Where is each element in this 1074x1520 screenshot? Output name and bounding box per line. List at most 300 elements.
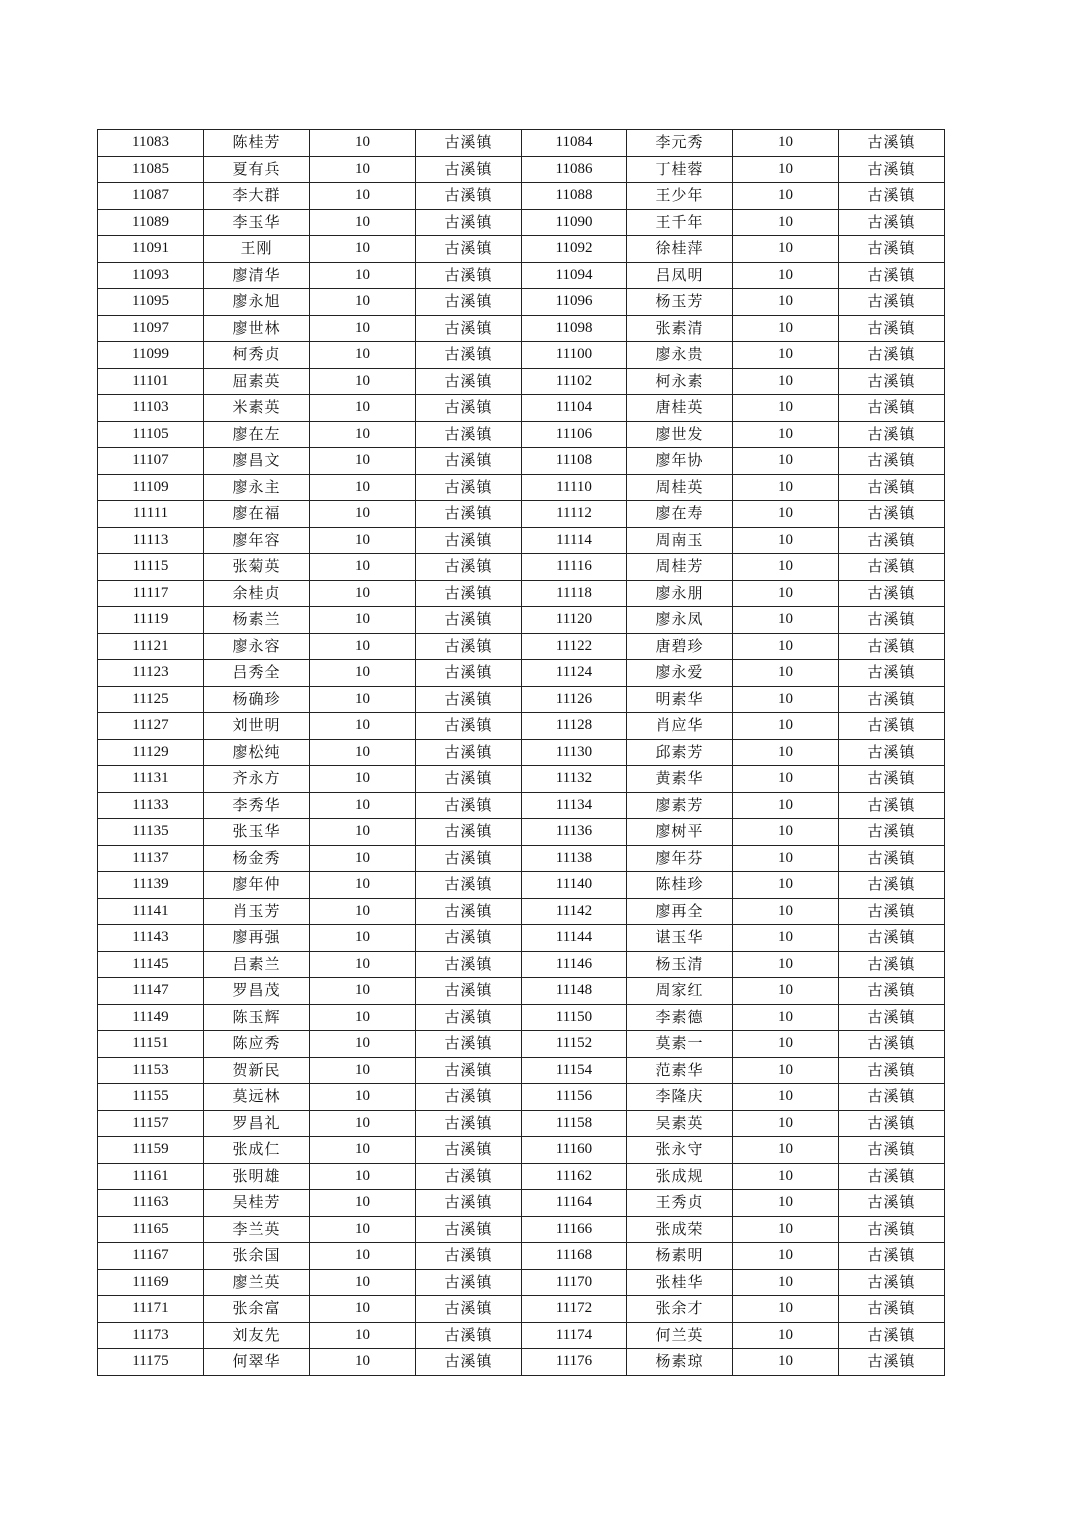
name-cell: 丁桂蓉 (627, 156, 733, 183)
amount-cell: 10 (733, 1349, 839, 1376)
town-cell: 古溪镇 (839, 501, 945, 528)
amount-cell: 10 (733, 607, 839, 634)
name-cell: 何翠华 (204, 1349, 310, 1376)
name-cell: 谌玉华 (627, 925, 733, 952)
town-cell: 古溪镇 (416, 183, 522, 210)
entry-number-cell: 11169 (98, 1269, 204, 1296)
name-cell: 邱素芳 (627, 739, 733, 766)
amount-cell: 10 (310, 342, 416, 369)
recipient-table (97, 129, 945, 1376)
table-row (98, 633, 945, 660)
name-cell: 柯永素 (627, 368, 733, 395)
name-cell: 唐碧珍 (627, 633, 733, 660)
entry-number-cell: 11106 (522, 421, 627, 448)
table-row (98, 183, 945, 210)
town-cell: 古溪镇 (416, 130, 522, 157)
table-row (98, 1110, 945, 1137)
name-cell: 廖松纯 (204, 739, 310, 766)
amount-cell: 10 (310, 368, 416, 395)
amount-cell: 10 (310, 1243, 416, 1270)
amount-cell: 10 (733, 1322, 839, 1349)
entry-number-cell: 11156 (522, 1084, 627, 1111)
name-cell: 廖再全 (627, 898, 733, 925)
town-cell: 古溪镇 (416, 633, 522, 660)
amount-cell: 10 (733, 739, 839, 766)
entry-number-cell: 11105 (98, 421, 204, 448)
name-cell: 张成规 (627, 1163, 733, 1190)
name-cell: 李秀华 (204, 792, 310, 819)
name-cell: 廖清华 (204, 262, 310, 289)
town-cell: 古溪镇 (416, 554, 522, 581)
entry-number-cell: 11152 (522, 1031, 627, 1058)
entry-number-cell: 11097 (98, 315, 204, 342)
amount-cell: 10 (733, 1004, 839, 1031)
entry-number-cell: 11124 (522, 660, 627, 687)
entry-number-cell: 11090 (522, 209, 627, 236)
table-row (98, 1216, 945, 1243)
entry-number-cell: 11120 (522, 607, 627, 634)
amount-cell: 10 (733, 713, 839, 740)
town-cell: 古溪镇 (839, 1057, 945, 1084)
entry-number-cell: 11119 (98, 607, 204, 634)
entry-number-cell: 11158 (522, 1110, 627, 1137)
town-cell: 古溪镇 (416, 1084, 522, 1111)
town-cell: 古溪镇 (416, 925, 522, 952)
entry-number-cell: 11141 (98, 898, 204, 925)
amount-cell: 10 (733, 1190, 839, 1217)
amount-cell: 10 (733, 289, 839, 316)
name-cell: 廖年仲 (204, 872, 310, 899)
table-row (98, 1269, 945, 1296)
amount-cell: 10 (310, 739, 416, 766)
town-cell: 古溪镇 (839, 713, 945, 740)
name-cell: 夏有兵 (204, 156, 310, 183)
name-cell: 张余国 (204, 1243, 310, 1270)
town-cell: 古溪镇 (416, 289, 522, 316)
town-cell: 古溪镇 (839, 845, 945, 872)
amount-cell: 10 (310, 1031, 416, 1058)
name-cell: 周桂英 (627, 474, 733, 501)
amount-cell: 10 (310, 660, 416, 687)
table-row (98, 1137, 945, 1164)
table-row (98, 713, 945, 740)
entry-number-cell: 11164 (522, 1190, 627, 1217)
town-cell: 古溪镇 (839, 527, 945, 554)
name-cell: 陈桂芳 (204, 130, 310, 157)
entry-number-cell: 11091 (98, 236, 204, 263)
name-cell: 杨玉清 (627, 951, 733, 978)
entry-number-cell: 11143 (98, 925, 204, 952)
name-cell: 廖世林 (204, 315, 310, 342)
amount-cell: 10 (310, 156, 416, 183)
name-cell: 王少年 (627, 183, 733, 210)
entry-number-cell: 11167 (98, 1243, 204, 1270)
name-cell: 王千年 (627, 209, 733, 236)
name-cell: 廖昌文 (204, 448, 310, 475)
table-row (98, 607, 945, 634)
entry-number-cell: 11130 (522, 739, 627, 766)
name-cell: 张玉华 (204, 819, 310, 846)
entry-number-cell: 11129 (98, 739, 204, 766)
entry-number-cell: 11155 (98, 1084, 204, 1111)
table-row (98, 527, 945, 554)
name-cell: 吴素英 (627, 1110, 733, 1137)
town-cell: 古溪镇 (839, 633, 945, 660)
town-cell: 古溪镇 (416, 872, 522, 899)
amount-cell: 10 (310, 130, 416, 157)
name-cell: 范素华 (627, 1057, 733, 1084)
name-cell: 屈素英 (204, 368, 310, 395)
entry-number-cell: 11111 (98, 501, 204, 528)
entry-number-cell: 11085 (98, 156, 204, 183)
town-cell: 古溪镇 (839, 1004, 945, 1031)
name-cell: 廖世发 (627, 421, 733, 448)
name-cell: 廖永旭 (204, 289, 310, 316)
name-cell: 廖永主 (204, 474, 310, 501)
entry-number-cell: 11123 (98, 660, 204, 687)
amount-cell: 10 (733, 368, 839, 395)
amount-cell: 10 (310, 527, 416, 554)
amount-cell: 10 (733, 1031, 839, 1058)
entry-number-cell: 11174 (522, 1322, 627, 1349)
amount-cell: 10 (733, 474, 839, 501)
town-cell: 古溪镇 (416, 395, 522, 422)
town-cell: 古溪镇 (416, 1057, 522, 1084)
town-cell: 古溪镇 (839, 872, 945, 899)
town-cell: 古溪镇 (839, 978, 945, 1005)
table-row (98, 1004, 945, 1031)
amount-cell: 10 (733, 951, 839, 978)
entry-number-cell: 11092 (522, 236, 627, 263)
table-row (98, 1084, 945, 1111)
amount-cell: 10 (733, 501, 839, 528)
name-cell: 廖永朋 (627, 580, 733, 607)
table-row (98, 686, 945, 713)
amount-cell: 10 (733, 1110, 839, 1137)
town-cell: 古溪镇 (416, 236, 522, 263)
table-row (98, 236, 945, 263)
table-row (98, 1163, 945, 1190)
entry-number-cell: 11098 (522, 315, 627, 342)
table-row (98, 978, 945, 1005)
table-row (98, 1057, 945, 1084)
town-cell: 古溪镇 (839, 421, 945, 448)
amount-cell: 10 (310, 872, 416, 899)
town-cell: 古溪镇 (839, 1110, 945, 1137)
table-row (98, 925, 945, 952)
amount-cell: 10 (733, 1243, 839, 1270)
name-cell: 张素清 (627, 315, 733, 342)
town-cell: 古溪镇 (839, 1163, 945, 1190)
amount-cell: 10 (733, 1163, 839, 1190)
table-row (98, 289, 945, 316)
town-cell: 古溪镇 (839, 1216, 945, 1243)
table-row (98, 872, 945, 899)
entry-number-cell: 11121 (98, 633, 204, 660)
town-cell: 古溪镇 (839, 474, 945, 501)
entry-number-cell: 11144 (522, 925, 627, 952)
entry-number-cell: 11159 (98, 1137, 204, 1164)
amount-cell: 10 (310, 978, 416, 1005)
amount-cell: 10 (733, 1084, 839, 1111)
entry-number-cell: 11113 (98, 527, 204, 554)
amount-cell: 10 (310, 1296, 416, 1323)
entry-number-cell: 11162 (522, 1163, 627, 1190)
amount-cell: 10 (310, 209, 416, 236)
entry-number-cell: 11089 (98, 209, 204, 236)
amount-cell: 10 (310, 1084, 416, 1111)
town-cell: 古溪镇 (839, 925, 945, 952)
name-cell: 杨素明 (627, 1243, 733, 1270)
amount-cell: 10 (733, 448, 839, 475)
entry-number-cell: 11172 (522, 1296, 627, 1323)
table-row (98, 580, 945, 607)
amount-cell: 10 (733, 1057, 839, 1084)
name-cell: 廖年协 (627, 448, 733, 475)
town-cell: 古溪镇 (416, 1216, 522, 1243)
name-cell: 廖兰英 (204, 1269, 310, 1296)
entry-number-cell: 11161 (98, 1163, 204, 1190)
name-cell: 廖在左 (204, 421, 310, 448)
name-cell: 廖永爱 (627, 660, 733, 687)
amount-cell: 10 (733, 527, 839, 554)
name-cell: 周家红 (627, 978, 733, 1005)
name-cell: 李元秀 (627, 130, 733, 157)
table-row (98, 130, 945, 157)
name-cell: 吕凤明 (627, 262, 733, 289)
amount-cell: 10 (310, 792, 416, 819)
entry-number-cell: 11171 (98, 1296, 204, 1323)
name-cell: 余桂贞 (204, 580, 310, 607)
town-cell: 古溪镇 (839, 236, 945, 263)
town-cell: 古溪镇 (416, 209, 522, 236)
entry-number-cell: 11150 (522, 1004, 627, 1031)
amount-cell: 10 (310, 1322, 416, 1349)
name-cell: 王刚 (204, 236, 310, 263)
town-cell: 古溪镇 (416, 1110, 522, 1137)
town-cell: 古溪镇 (416, 1137, 522, 1164)
entry-number-cell: 11151 (98, 1031, 204, 1058)
name-cell: 莫素一 (627, 1031, 733, 1058)
town-cell: 古溪镇 (839, 395, 945, 422)
amount-cell: 10 (310, 1110, 416, 1137)
name-cell: 柯秀贞 (204, 342, 310, 369)
amount-cell: 10 (310, 183, 416, 210)
town-cell: 古溪镇 (839, 342, 945, 369)
entry-number-cell: 11112 (522, 501, 627, 528)
town-cell: 古溪镇 (839, 130, 945, 157)
town-cell: 古溪镇 (416, 1163, 522, 1190)
amount-cell: 10 (733, 421, 839, 448)
name-cell: 齐永方 (204, 766, 310, 793)
table-row (98, 501, 945, 528)
name-cell: 廖永贵 (627, 342, 733, 369)
name-cell: 吕素兰 (204, 951, 310, 978)
entry-number-cell: 11083 (98, 130, 204, 157)
amount-cell: 10 (733, 845, 839, 872)
town-cell: 古溪镇 (416, 262, 522, 289)
name-cell: 刘友先 (204, 1322, 310, 1349)
entry-number-cell: 11115 (98, 554, 204, 581)
table-row (98, 660, 945, 687)
town-cell: 古溪镇 (416, 951, 522, 978)
town-cell: 古溪镇 (416, 1190, 522, 1217)
town-cell: 古溪镇 (839, 262, 945, 289)
name-cell: 周桂芳 (627, 554, 733, 581)
table-row (98, 474, 945, 501)
amount-cell: 10 (310, 1216, 416, 1243)
table-row (98, 1190, 945, 1217)
name-cell: 王秀贞 (627, 1190, 733, 1217)
name-cell: 廖永凤 (627, 607, 733, 634)
entry-number-cell: 11175 (98, 1349, 204, 1376)
name-cell: 莫远林 (204, 1084, 310, 1111)
amount-cell: 10 (733, 209, 839, 236)
name-cell: 廖永容 (204, 633, 310, 660)
entry-number-cell: 11114 (522, 527, 627, 554)
name-cell: 廖树平 (627, 819, 733, 846)
entry-number-cell: 11103 (98, 395, 204, 422)
town-cell: 古溪镇 (416, 1322, 522, 1349)
name-cell: 罗昌茂 (204, 978, 310, 1005)
table-body (98, 130, 945, 1376)
entry-number-cell: 11108 (522, 448, 627, 475)
town-cell: 古溪镇 (839, 766, 945, 793)
amount-cell: 10 (310, 898, 416, 925)
name-cell: 杨素兰 (204, 607, 310, 634)
entry-number-cell: 11087 (98, 183, 204, 210)
entry-number-cell: 11163 (98, 1190, 204, 1217)
name-cell: 周南玉 (627, 527, 733, 554)
town-cell: 古溪镇 (416, 819, 522, 846)
entry-number-cell: 11117 (98, 580, 204, 607)
name-cell: 李隆庆 (627, 1084, 733, 1111)
amount-cell: 10 (733, 898, 839, 925)
town-cell: 古溪镇 (839, 607, 945, 634)
amount-cell: 10 (733, 236, 839, 263)
name-cell: 吴桂芳 (204, 1190, 310, 1217)
town-cell: 古溪镇 (416, 580, 522, 607)
amount-cell: 10 (733, 1296, 839, 1323)
name-cell: 陈桂珍 (627, 872, 733, 899)
table-row (98, 262, 945, 289)
entry-number-cell: 11099 (98, 342, 204, 369)
name-cell: 李素德 (627, 1004, 733, 1031)
amount-cell: 10 (733, 342, 839, 369)
entry-number-cell: 11138 (522, 845, 627, 872)
entry-number-cell: 11166 (522, 1216, 627, 1243)
town-cell: 古溪镇 (839, 739, 945, 766)
amount-cell: 10 (310, 819, 416, 846)
amount-cell: 10 (310, 1163, 416, 1190)
amount-cell: 10 (310, 607, 416, 634)
entry-number-cell: 11153 (98, 1057, 204, 1084)
town-cell: 古溪镇 (416, 713, 522, 740)
entry-number-cell: 11173 (98, 1322, 204, 1349)
town-cell: 古溪镇 (416, 368, 522, 395)
name-cell: 廖素芳 (627, 792, 733, 819)
entry-number-cell: 11084 (522, 130, 627, 157)
amount-cell: 10 (733, 978, 839, 1005)
amount-cell: 10 (733, 766, 839, 793)
entry-number-cell: 11093 (98, 262, 204, 289)
entry-number-cell: 11118 (522, 580, 627, 607)
entry-number-cell: 11136 (522, 819, 627, 846)
town-cell: 古溪镇 (416, 845, 522, 872)
entry-number-cell: 11094 (522, 262, 627, 289)
entry-number-cell: 11145 (98, 951, 204, 978)
town-cell: 古溪镇 (839, 1084, 945, 1111)
amount-cell: 10 (310, 289, 416, 316)
name-cell: 李玉华 (204, 209, 310, 236)
table-row (98, 1349, 945, 1376)
table-row (98, 554, 945, 581)
name-cell: 张余才 (627, 1296, 733, 1323)
entry-number-cell: 11135 (98, 819, 204, 846)
town-cell: 古溪镇 (416, 1349, 522, 1376)
entry-number-cell: 11107 (98, 448, 204, 475)
name-cell: 刘世明 (204, 713, 310, 740)
amount-cell: 10 (733, 183, 839, 210)
amount-cell: 10 (310, 713, 416, 740)
name-cell: 廖在福 (204, 501, 310, 528)
town-cell: 古溪镇 (839, 792, 945, 819)
entry-number-cell: 11116 (522, 554, 627, 581)
name-cell: 米素英 (204, 395, 310, 422)
amount-cell: 10 (310, 951, 416, 978)
name-cell: 肖应华 (627, 713, 733, 740)
name-cell: 张明雄 (204, 1163, 310, 1190)
town-cell: 古溪镇 (839, 1031, 945, 1058)
name-cell: 廖再强 (204, 925, 310, 952)
entry-number-cell: 11137 (98, 845, 204, 872)
table-row (98, 766, 945, 793)
name-cell: 徐桂萍 (627, 236, 733, 263)
amount-cell: 10 (310, 448, 416, 475)
town-cell: 古溪镇 (416, 1269, 522, 1296)
amount-cell: 10 (733, 792, 839, 819)
name-cell: 李大群 (204, 183, 310, 210)
amount-cell: 10 (733, 1269, 839, 1296)
amount-cell: 10 (310, 474, 416, 501)
amount-cell: 10 (310, 1057, 416, 1084)
amount-cell: 10 (733, 633, 839, 660)
town-cell: 古溪镇 (839, 660, 945, 687)
entry-number-cell: 11128 (522, 713, 627, 740)
amount-cell: 10 (310, 1269, 416, 1296)
table-row (98, 845, 945, 872)
town-cell: 古溪镇 (839, 1322, 945, 1349)
entry-number-cell: 11104 (522, 395, 627, 422)
entry-number-cell: 11165 (98, 1216, 204, 1243)
name-cell: 李兰英 (204, 1216, 310, 1243)
entry-number-cell: 11100 (522, 342, 627, 369)
name-cell: 明素华 (627, 686, 733, 713)
town-cell: 古溪镇 (839, 1349, 945, 1376)
entry-number-cell: 11176 (522, 1349, 627, 1376)
amount-cell: 10 (310, 845, 416, 872)
amount-cell: 10 (310, 554, 416, 581)
amount-cell: 10 (733, 686, 839, 713)
amount-cell: 10 (733, 872, 839, 899)
name-cell: 张成仁 (204, 1137, 310, 1164)
entry-number-cell: 11132 (522, 766, 627, 793)
amount-cell: 10 (310, 1004, 416, 1031)
name-cell: 张成荣 (627, 1216, 733, 1243)
amount-cell: 10 (310, 1349, 416, 1376)
town-cell: 古溪镇 (416, 501, 522, 528)
amount-cell: 10 (310, 262, 416, 289)
